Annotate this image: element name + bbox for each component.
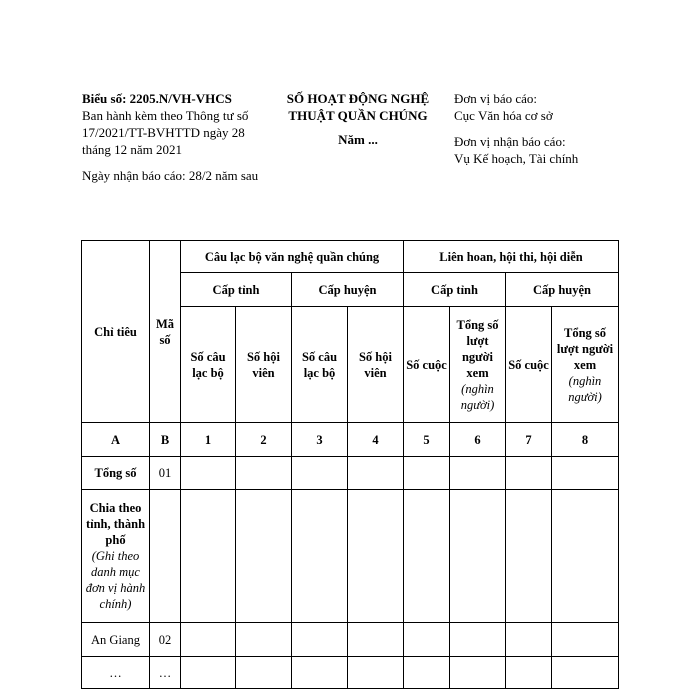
data-cell: [181, 490, 236, 623]
data-cell: [181, 623, 236, 657]
data-cell: [404, 623, 450, 657]
data-cell: [292, 457, 348, 490]
data-cell: [292, 657, 348, 689]
index-cell: 6: [450, 423, 506, 457]
data-cell: [348, 657, 404, 689]
receiving-unit: Vụ Kế hoạch, Tài chính: [454, 151, 579, 166]
group-clubs: Câu lạc bộ văn nghệ quần chúng: [181, 241, 404, 273]
report-title: SỐ HOẠT ĐỘNG NGHỆ THUẬT QUẦN CHÚNG: [286, 91, 430, 123]
data-cell: [506, 623, 552, 657]
data-cell: [552, 623, 619, 657]
form-code: Biểu số: 2205.N/VH-VHCS: [82, 91, 232, 106]
row-label: …: [82, 657, 150, 689]
data-cell: [552, 657, 619, 689]
issued-note: Ban hành kèm theo Thông tư số 17/2021/TT-BVHTTD ngày 28 tháng 12 năm 2021: [82, 108, 249, 157]
viewers-unit: (nghìn người): [460, 381, 495, 412]
data-cell: [552, 457, 619, 490]
group-festivals: Liên hoan, hội thi, hội diễn: [404, 241, 619, 273]
sub-viewers-province: [450, 307, 506, 423]
index-cell: 2: [236, 423, 292, 457]
index-cell: A: [82, 423, 150, 457]
data-cell: [404, 657, 450, 689]
row-code: 01: [150, 457, 181, 490]
index-cell: 7: [506, 423, 552, 457]
table-row: [82, 657, 619, 689]
sub-num-members-province: Số hội viên: [236, 307, 292, 423]
row-code: [150, 490, 181, 623]
data-cell: [348, 623, 404, 657]
sub-num-events-district: Số cuộc: [506, 307, 552, 423]
data-cell: [506, 490, 552, 623]
header-row-groups: [82, 241, 619, 273]
reporting-unit-label: Đơn vị báo cáo:: [454, 91, 538, 106]
sub-num-clubs-province: Số câu lạc bộ: [181, 307, 236, 423]
data-cell: [552, 490, 619, 623]
data-cell: [236, 457, 292, 490]
reporting-unit: Cục Văn hóa cơ sở: [454, 108, 553, 123]
data-cell: [292, 490, 348, 623]
receive-date: Ngày nhận báo cáo: 28/2 năm sau: [82, 168, 259, 183]
data-cell: [404, 457, 450, 490]
sub-viewers-district: [552, 307, 619, 423]
index-cell: 8: [552, 423, 619, 457]
data-cell: [450, 457, 506, 490]
data-cell: [236, 623, 292, 657]
data-cell: [450, 490, 506, 623]
row-label: An Giang: [82, 623, 150, 657]
data-cell: [181, 457, 236, 490]
col-indicator: Chỉ tiêu: [82, 241, 150, 423]
header-left: [82, 90, 272, 184]
row-label-cell: [82, 490, 150, 623]
data-cell: [348, 490, 404, 623]
data-cell: [236, 490, 292, 623]
index-cell: 1: [181, 423, 236, 457]
index-cell: 5: [404, 423, 450, 457]
table-row: [82, 457, 619, 490]
col-code: Mã số: [150, 241, 181, 423]
table-row: [82, 490, 619, 623]
index-cell: 4: [348, 423, 404, 457]
index-cell: 3: [292, 423, 348, 457]
sub-num-events-province: Số cuộc: [404, 307, 450, 423]
festivals-level-district: Cấp huyện: [506, 273, 619, 307]
sub-num-clubs-district: Số câu lạc bộ: [292, 307, 348, 423]
viewers-label: Tổng số lượt người xem: [556, 325, 614, 372]
data-cell: [292, 623, 348, 657]
viewers-label: Tổng số lượt người xem: [456, 317, 499, 380]
data-cell: [348, 457, 404, 490]
clubs-level-province: Cấp tỉnh: [181, 273, 292, 307]
row-label: Chia theo tỉnh, thành phố: [85, 501, 146, 547]
data-cell: [450, 623, 506, 657]
row-label: Tổng số: [82, 457, 150, 490]
data-cell: [236, 657, 292, 689]
viewers-unit: (nghìn người): [568, 373, 602, 404]
data-cell: [450, 657, 506, 689]
festivals-level-province: Cấp tỉnh: [404, 273, 506, 307]
header-right: [454, 90, 654, 167]
data-cell: [506, 657, 552, 689]
data-cell: [506, 457, 552, 490]
row-note: (Ghi theo danh mục đơn vị hành chính): [85, 549, 146, 611]
receiving-unit-label: Đơn vị nhận báo cáo:: [454, 134, 566, 149]
index-cell: B: [150, 423, 181, 457]
data-cell: [181, 657, 236, 689]
index-row: [82, 423, 619, 457]
row-code: …: [150, 657, 181, 689]
data-cell: [404, 490, 450, 623]
report-year: Năm ...: [338, 132, 378, 147]
sub-num-members-district: Số hội viên: [348, 307, 404, 423]
report-table: [81, 240, 619, 689]
table-row: [82, 623, 619, 657]
header-center: [278, 90, 438, 148]
row-code: 02: [150, 623, 181, 657]
clubs-level-district: Cấp huyện: [292, 273, 404, 307]
